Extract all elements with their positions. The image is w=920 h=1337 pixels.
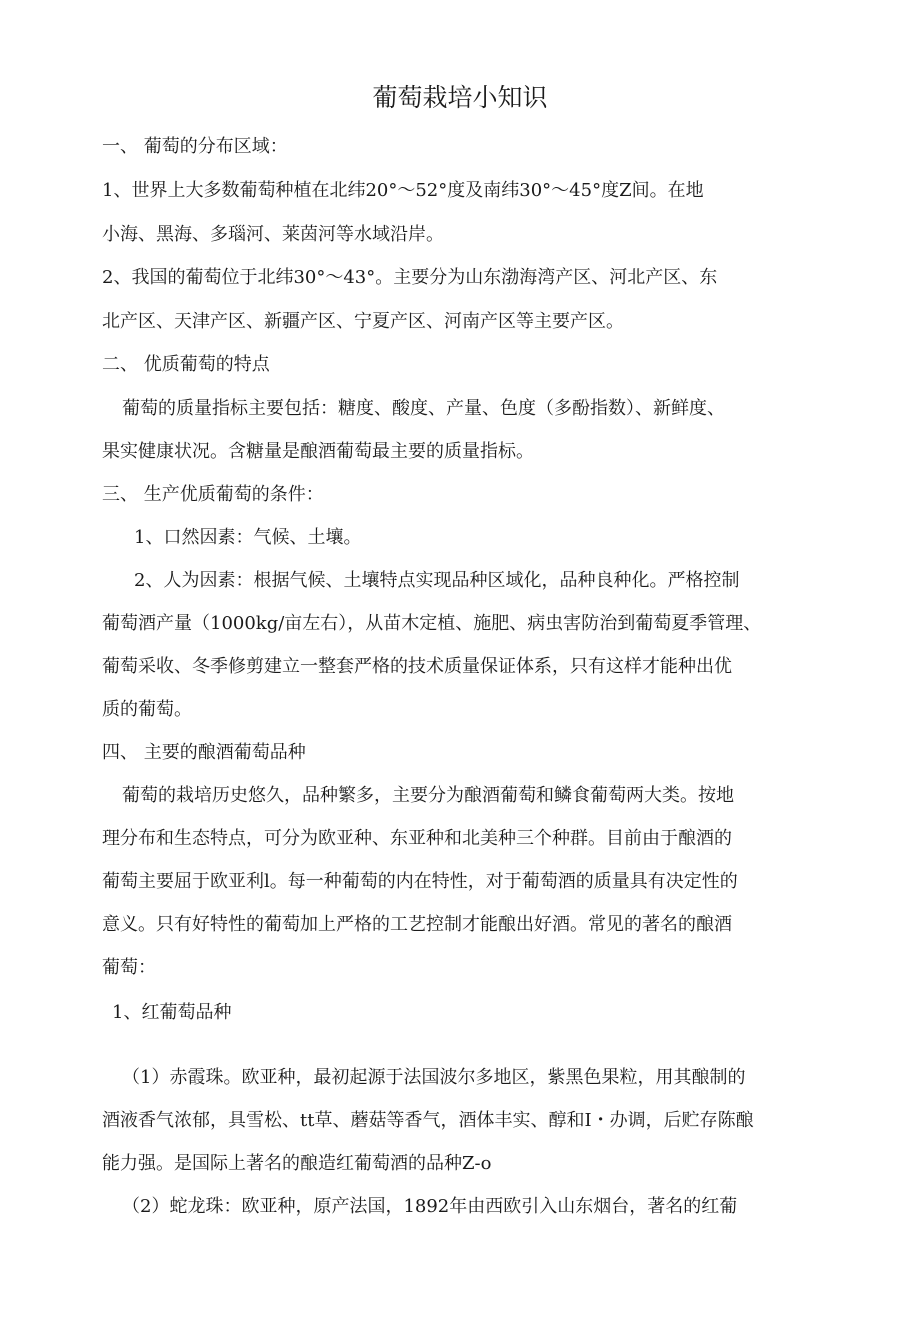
paragraph-line: 葡萄酒产量（1000kg/亩左右），从苗木定植、施肥、病虫害防治到葡萄夏季管理、 [102, 613, 762, 634]
paragraph-line: 果实健康状况。含糖量是酿酒葡萄最主要的质量指标。 [102, 441, 534, 462]
paragraph-line: 葡萄主要屈于欧亚利l。每一种葡萄的内在特性，对于葡萄酒的质量具有决定性的 [102, 871, 738, 892]
paragraph-line: 葡萄的质量指标主要包括：糖度、酸度、产量、色度（多酚指数）、新鲜度、 [122, 398, 725, 419]
paragraph-line: 酒液香气浓郁，具雪松、tt草、蘑菇等香气，酒体丰实、醇和I・办调，后贮存陈酿 [102, 1110, 754, 1131]
paragraph-line: 葡萄的栽培历史悠久，品种繁多，主要分为酿酒葡萄和鳞食葡萄两大类。按地 [122, 785, 734, 806]
paragraph-line: 意义。只有好特性的葡萄加上严格的工艺控制才能酿出好酒。常见的著名的酿酒 [102, 914, 732, 935]
paragraph-line: （2）蛇龙珠：欧亚种，原产法国，1892年由西欧引入山东烟台，著名的红葡 [122, 1196, 738, 1217]
page-title: 葡萄栽培小知识 [372, 83, 548, 112]
paragraph-line: 北产区、天津产区、新疆产区、宁夏产区、河南产区等主要产区。 [102, 311, 624, 332]
paragraph-line: 葡萄： [102, 957, 156, 978]
list-item: 2、人为因素：根据气候、土壤特点实现品种区域化，品种良种化。严格控制 [134, 570, 740, 591]
subsection-heading-red-grapes: 1、红葡萄品种 [112, 1002, 232, 1023]
list-item: 1、口然因素：气候、土壤。 [134, 527, 362, 548]
paragraph-line: 葡萄采收、冬季修剪建立一整套严格的技术质量保证体系，只有这样才能种出优 [102, 656, 732, 677]
section-heading-distribution: 一、 葡萄的分布区域： [102, 136, 288, 157]
paragraph-line: （1）赤霞珠。欧亚种，最初起源于法国波尔多地区，紫黑色果粒，用其酿制的 [122, 1067, 746, 1088]
section-heading-varieties: 四、 主要的酿酒葡萄品种 [102, 742, 306, 763]
paragraph-line: 2、我国的葡萄位于北纬30°～43°。主要分为山东渤海湾产区、河北产区、东 [102, 267, 718, 288]
paragraph-line: 小海、黑海、多瑙河、莱茵河等水域沿岸。 [102, 224, 444, 245]
section-heading-quality: 二、 优质葡萄的特点 [102, 354, 270, 375]
paragraph-line: 能力强。是国际上著名的酿造红葡萄酒的品种Z-o [102, 1153, 492, 1174]
paragraph-line: 质的葡萄。 [102, 699, 192, 720]
section-heading-conditions: 三、 生产优质葡萄的条件： [102, 484, 324, 505]
paragraph-line: 1、世界上大多数葡萄种植在北纬20°～52°度及南纬30°～45°度Z间。在地 [102, 180, 704, 201]
paragraph-line: 理分布和生态特点，可分为欧亚种、东亚种和北美种三个种群。目前由于酿酒的 [102, 828, 732, 849]
